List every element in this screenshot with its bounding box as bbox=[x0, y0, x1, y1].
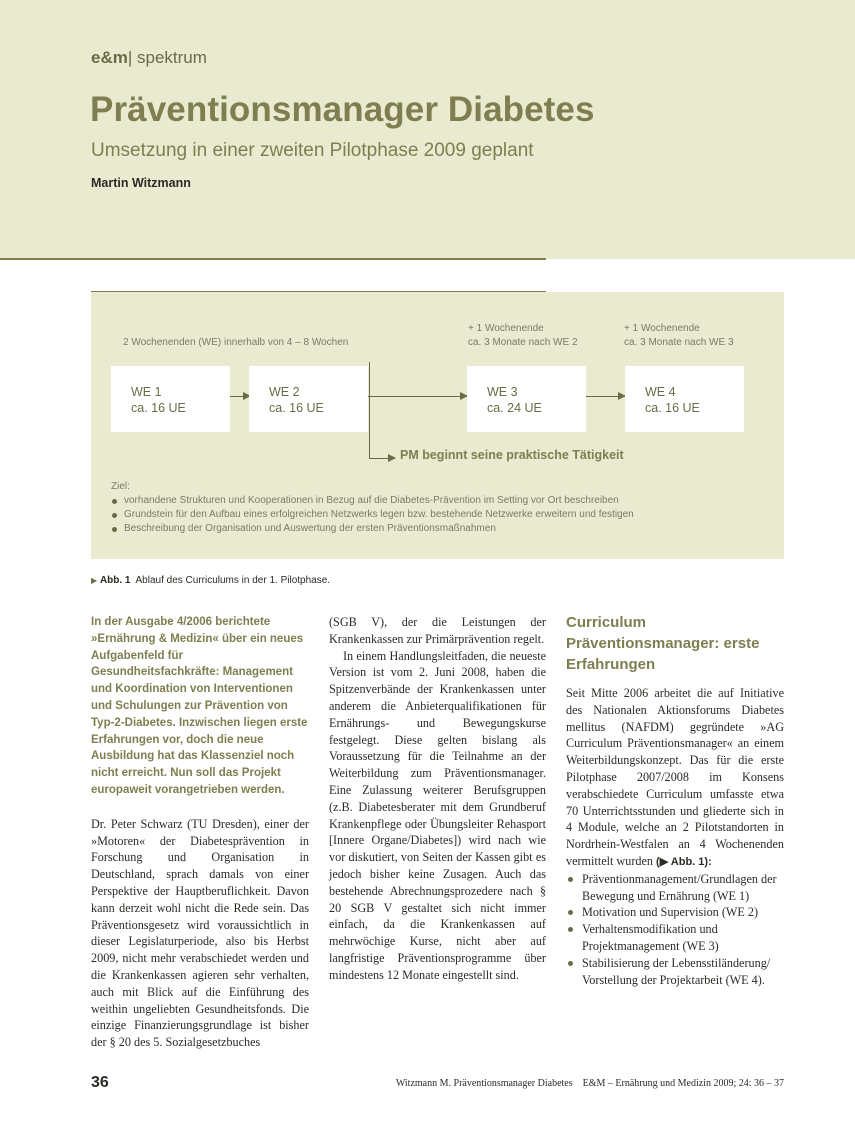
figure-reference[interactable]: (▶ Abb. 1): bbox=[656, 855, 712, 868]
body-paragraph bbox=[566, 685, 784, 871]
section-name: spektrum bbox=[137, 48, 207, 67]
we3-timing-line2: ca. 3 Monate nach WE 2 bbox=[468, 337, 578, 348]
article-author: Martin Witzmann bbox=[91, 176, 191, 190]
module-name: WE 1 bbox=[131, 385, 162, 399]
we3-timing-line1: + 1 Wochenende bbox=[468, 323, 544, 334]
text-column-1 bbox=[91, 614, 309, 1051]
text-column-3 bbox=[566, 612, 784, 988]
brand-name: e&m bbox=[91, 48, 128, 67]
module-box-we4 bbox=[625, 366, 744, 432]
module-name: WE 4 bbox=[645, 385, 676, 399]
goal-block bbox=[111, 480, 634, 536]
section-heading: Curriculum Präventionsmanager: erste Erfahrungen bbox=[566, 614, 760, 673]
module-box-we2 bbox=[249, 366, 368, 432]
module-units: ca. 16 UE bbox=[645, 401, 700, 415]
footer-citation: Witzmann M. Präventionsmanager Diabetes E&M – Ernährung und Medizin 2009; 24: 36 – 37 bbox=[395, 1078, 784, 1089]
curriculum-figure bbox=[91, 292, 784, 559]
module-name: WE 2 bbox=[269, 385, 300, 399]
goal-item: Beschreibung der Organisation und Auswertung der ersten Präventionsmaßnahmen bbox=[111, 522, 634, 536]
arrow-pm-start bbox=[369, 458, 395, 459]
lead-text: In der Ausgabe 4/2006 berichtete »Ernährung & Medizin« über ein neues Aufgabenfeld für Gesundheitsfachkräfte: Management und Koordination von Interventionen und Schulungen zur Prävention von Typ-2-Diabetes. Inzwischen liegen erste Erfahrungen vor, doch die neue Ausbildung hat das Klassenziel noch nicht erreicht. Nun soll das Projekt europaweit vorangetrieben werden. bbox=[91, 616, 308, 796]
module-box-we1 bbox=[111, 366, 230, 432]
list-item: Motivation und Supervision (WE 2) bbox=[566, 904, 784, 921]
body-paragraph: In einem Handlungsleitfaden, die neueste Version ist vom 2. Juni 2008, haben die Spitzenverbände der Krankenkassen unter anderem die Anbieterqualifikationen für Ernährungs- und Bewegungskurse festgelegt. Diese gelten bislang als Voraussetzung für die Teilnahme an der Weiterbildung zum Präventionsmanager. Eine Zulassung weiterer Berufsgruppen (z.B. Diabetesberater mit dem Grundberuf Krankenpflege oder Übungsleiter Rehasport [Innere Organe/Diabetes]) wird nach wie vor diskutiert, von Seiten der Kassen gibt es jedoch bisher keine Zusagen. Auch das bestehende Abrechnungsprozedere nach § 20 SGB V gestaltet sich nicht immer einfach, da die Krankenkassen auf mehrwöchige Kurse, nicht aber auf langfristige Präventionsprogramme über mindestens 12 Monate eingestellt sind. bbox=[329, 648, 546, 982]
we3-timing-label bbox=[468, 322, 578, 350]
article-subtitle: Umsetzung in einer zweiten Pilotphase 2009 geplant bbox=[91, 140, 534, 161]
we4-timing-line1: + 1 Wochenende bbox=[624, 323, 700, 334]
caption-text: Ablauf des Curriculums in der 1. Pilotphase. bbox=[135, 575, 331, 586]
journal-brand bbox=[91, 48, 207, 68]
caption-marker-icon: ▶ bbox=[91, 576, 98, 585]
body-text: Seit Mitte 2006 arbeitet die auf Initiative des Nationalen Aktionsforums Diabetes mellitus (NAFDM) gegründete »AG Curriculum Präventionsmanager« an einem Weiterbildungskonzept. Das für die erste Pilotphase 2007/2008 im Konsens verabschiedete Curriculum umfasste etwa 70 Unterrichtsstunden und gliederte sich in 4 Module, welche an 2 Pilotstandorten in Nordrhein-Westfalen an 4 Wochenenden vermittelt wurden bbox=[566, 686, 784, 868]
pm-start-label: PM beginnt seine praktische Tätigkeit bbox=[400, 448, 624, 462]
text-column-2 bbox=[329, 614, 546, 984]
list-item: Verhaltensmodifikation und Projektmanagement (WE 3) bbox=[566, 921, 784, 955]
list-item: Stabilisierung der Lebensstiländerung/ Vorstellung der Projektarbeit (WE 4). bbox=[566, 955, 784, 989]
goal-item: vorhandene Strukturen und Kooperationen in Bezug auf die Diabetes-Prävention im Setting vor Ort beschreiben bbox=[111, 494, 634, 508]
caption-label: Abb. 1 bbox=[99, 575, 131, 586]
module-units: ca. 24 UE bbox=[487, 401, 542, 415]
arrow-we3-we4 bbox=[586, 396, 625, 397]
goal-list bbox=[111, 494, 634, 536]
module-box-we3 bbox=[467, 366, 586, 432]
figure-caption bbox=[91, 575, 330, 586]
page-number: 36 bbox=[91, 1074, 109, 1091]
lead-paragraph bbox=[91, 614, 309, 799]
body-paragraph: (SGB V), der die Leistungen der Krankenkassen zur Primärprävention regelt. bbox=[329, 615, 546, 646]
we4-timing-line2: ca. 3 Monate nach WE 3 bbox=[624, 337, 734, 348]
module-units: ca. 16 UE bbox=[269, 401, 324, 415]
arrow-we1-we2 bbox=[230, 396, 250, 397]
header-rule bbox=[0, 258, 546, 260]
we4-timing-label bbox=[624, 322, 734, 350]
goal-label: Ziel: bbox=[111, 481, 130, 492]
body-paragraph: Dr. Peter Schwarz (TU Dresden), einer der »Motoren« der Diabetesprävention in Forschung und Organisation in Deutschland, sprach damals von einer Perspektive der Hauptberuflichkeit. Davon kann derzeit wohl nicht die Rede sein. Das Präventionsgesetz wird voraussichtlich in dieser Legislaturperiode, also bis Herbst 2009, nicht mehr verabschiedet werden und die Krankenkassen agieren sehr verhalten, auch mit Blick auf die Einführung des weithin ungeliebten Gesundheitsfonds. Die einzige Finanzierungsgrundlage ist bisher der § 20 des 5. Sozialgesetzbuches bbox=[91, 816, 309, 1050]
list-item: Präventionmanagement/Grundlagen der Bewegung und Ernährung (WE 1) bbox=[566, 871, 784, 905]
arrow-we2-we3 bbox=[368, 396, 467, 397]
branch-line bbox=[369, 362, 370, 458]
module-list bbox=[566, 871, 784, 989]
module-name: WE 3 bbox=[487, 385, 518, 399]
brand-separator: | bbox=[127, 48, 133, 67]
weekends-label: 2 Wochenenden (WE) innerhalb von 4 – 8 Wochen bbox=[123, 337, 349, 348]
article-title: Präventionsmanager Diabetes bbox=[90, 90, 595, 129]
module-units: ca. 16 UE bbox=[131, 401, 186, 415]
goal-item: Grundstein für den Aufbau eines erfolgreichen Netzwerks legen bzw. bestehende Netzwerke erweitern und festigen bbox=[111, 508, 634, 522]
